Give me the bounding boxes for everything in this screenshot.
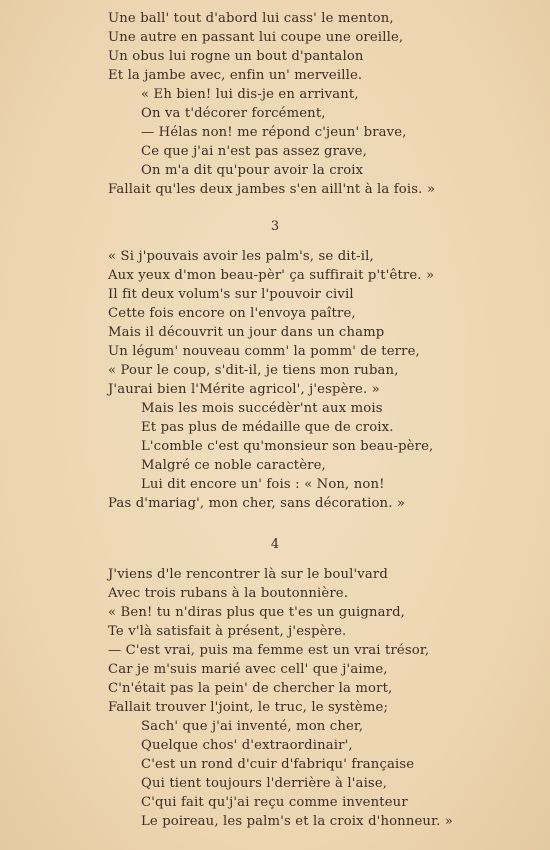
verse-line: Malgré ce noble caractère, — [141, 458, 326, 473]
verse-line: Fallait trouver l'joint, le truc, le système; — [108, 700, 389, 715]
verse-line: Qui tient toujours l'derrière à l'aise, — [141, 776, 388, 791]
verse-line: Ce que j'ai n'est pas assez grave, — [141, 144, 367, 159]
verse-line: J'aurai bien l'Mérite agricol', j'espère. » — [108, 382, 380, 397]
verse-line: — C'est vrai, puis ma femme est un vrai trésor, — [108, 643, 430, 658]
verse-line: — Hélas non! me répond c'jeun' brave, — [141, 125, 407, 140]
verse-line: Cette fois encore on l'envoya paître, — [108, 306, 356, 321]
verse-line: C'est un rond d'cuir d'fabriqu' française — [141, 757, 415, 772]
verse-line: Et pas plus de médaille que de croix. — [141, 420, 394, 435]
verse-line: Une autre en passant lui coupe une oreille, — [108, 30, 404, 45]
verse-line: Et la jambe avec, enfin un' merveille. — [108, 68, 363, 83]
verse-line: Il fit deux volum's sur l'pouvoir civil — [108, 287, 354, 302]
verse-line: Un légum' nouveau comm' la pomm' de terre, — [108, 344, 420, 359]
verse-line: « Eh bien! lui dis-je en arrivant, — [141, 87, 359, 102]
verse-line: Le poireau, les palm's et la croix d'honneur. » — [141, 814, 453, 829]
verse-line: Un obus lui rogne un bout d'pantalon — [108, 49, 364, 64]
verse-line: Te v'là satisfait à présent, j'espère. — [108, 624, 347, 639]
verse-line: On va t'décorer forcément, — [141, 106, 326, 121]
verse-line: Quelque chos' d'extraordinair', — [141, 738, 353, 753]
verse-line: Avec trois rubans à la boutonnière. — [108, 586, 349, 601]
verse-line: Sach' que j'ai inventé, mon cher, — [141, 719, 364, 734]
verse-line: C'qui fait qu'j'ai reçu comme inventeur — [141, 795, 408, 810]
verse-line: « Pour le coup, s'dit-il, je tiens mon ruban, — [108, 363, 399, 378]
verse-line: L'comble c'est qu'monsieur son beau-père, — [141, 439, 434, 454]
verse-line: J'viens d'le rencontrer là sur le boul'vard — [108, 567, 388, 582]
verse-line: Pas d'mariag', mon cher, sans décoration. » — [108, 496, 406, 511]
verse-line: Lui dit encore un' fois : « Non, non! — [141, 477, 385, 492]
verse-line: Fallait qu'les deux jambes s'en aill'nt à la fois. » — [108, 182, 436, 197]
verse-line: Car je m'suis marié avec cell' que j'aime, — [108, 662, 388, 677]
verse-line: Mais les mois succédèr'nt aux mois — [141, 401, 383, 416]
verse-line: Aux yeux d'mon beau-pèr' ça suffirait p't'être. » — [108, 268, 435, 283]
verse-line: C'n'était pas la pein' de chercher la mort, — [108, 681, 393, 696]
verse-line: Mais il découvrit un jour dans un champ — [108, 325, 385, 340]
verse-line: « Ben! tu n'diras plus que t'es un guignard, — [108, 605, 406, 620]
stanza-number: 3 — [270, 219, 280, 234]
verse-line: On m'a dit qu'pour avoir la croix — [141, 163, 364, 178]
verse-line: Une ball' tout d'abord lui cass' le menton, — [108, 11, 394, 26]
verse-line: « Si j'pouvais avoir les palm's, se dit-il, — [108, 249, 374, 264]
stanza-number: 4 — [270, 537, 280, 552]
